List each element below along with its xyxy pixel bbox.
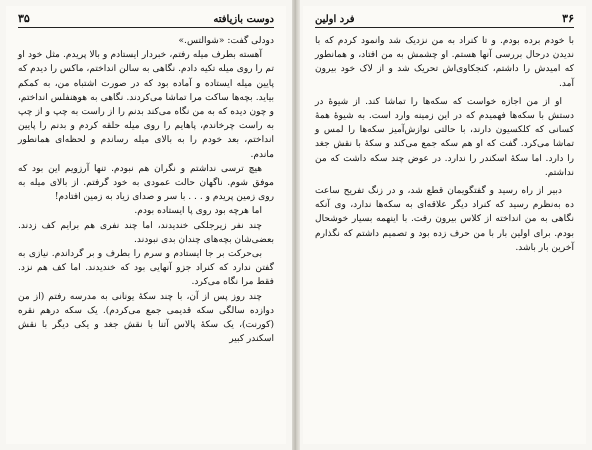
paragraph: اما هرچه بود روی پا ایستاده بودم. — [134, 206, 262, 217]
paragraph: با خودم برده بودم. و تا کنراد به من نزدیک شد وانمود کردم که با ندیدن درحال بررسی آنها هستم. او چشمش به من افتاد، و همانطور که امیدش را داشتم، کنجکاوی‌اش تحریک شد و از لاک خود بیرون آمد. — [315, 36, 574, 89]
right-page-body — [315, 34, 574, 255]
paragraph: چند نفر زیرجلکی خندیدند، اما چند نفری هم برایم کف زدند. بعضی‌شان بچه‌های چندان بدی نبودند. — [18, 220, 274, 245]
right-page-header — [315, 12, 574, 28]
paragraph: دودلی گفت: «شوالتس.» — [178, 36, 274, 46]
paragraph: آهسته بطرف میله رفتم، خبردار ایستادم و بالا پریدم. مثل خود او تم را روی میله تکیه دادم. نگاهی به سالن انداختم، ماکس را دیدم که پایین میله ایستاده و آماده بود که در صورت اشتباه من، به کمکم بیاید. بچه‌ها ساکت مرا تماشا می‌کردند. نگاهی به هوهنفلس انداختم، و چون دیده که به من نگاه می‌کند بدنم را از راست به چپ و از چپ به راست چرخاندم، پاهایم را روی میله حلقه کردم و بدنم را پایین انداختم، بعد خودم را به بالای میله رساندم و لحظه‌ای همانطور ماندم. — [18, 50, 274, 160]
left-page-body — [18, 34, 274, 346]
left-page-number: ۳۵ — [18, 12, 30, 25]
left-page — [6, 6, 286, 444]
paragraph: او از من اجازه خواست که سکه‌ها را تماشا کند. از شیوهٔ در دستش با سکه‌ها فهمیدم که در این زمینه وارد است. به شیوهٔ همهٔ کسانی که کلکسیون دارند، با حالتی نوازش‌آمیز سکه‌ها را لمس و تماشا می‌کرد. گفت که او هم سکه جمع می‌کند و سکهٔ با نقش جغد را دارد. اما سکهٔ اسکندر را ندارد. در عوض چند سکه داشت که من نداشتم. — [315, 96, 574, 178]
paragraph: دبیر از راه رسید و گفتگویمان قطع شد، و در زنگ تفریح ساعت ده به‌نظرم رسید که کنراد دیگر علاقه‌ای به سکه‌ها ندارد، وی آنکه نگاهی به من انداخته از کلاس بیرون رفت. با اینهمه بسیار خوشحال بودم. برای اولین بار با من حرف زده بود و تصمیم داشتم که نگذارم آخرین بار باشد. — [315, 186, 574, 253]
right-running-title: فرد اولین — [315, 14, 355, 25]
paragraph: چند روز پس از آن، با چند سکهٔ یونانی به مدرسه رفتم (از من دوازده سالگی سکه قدیمی جمع می‌کردم). یک سکه درهم نقره (کورنت)، یک سکهٔ پالاس آتنا با نقش جغد و یکی دیگر با نقش اسکندر کبیر — [18, 291, 274, 345]
paragraph: بی‌حرکت بر جا ایستادم و سرم را بطرف و بر گرداندم. نیازی به گفتن ندارد که کنراد جزو آنهایی بود که خندیدند. اما کف هم نزد. فقط مرا نگاه می‌کرد. — [18, 249, 274, 288]
paragraph: هیچ ترسی نداشتم و نگران هم نبودم. تنها آرزویم این بود که موفق شوم. ناگهان حالت عمودی به خود گرفتم. از بالای میله به روی زمین پریدم و . . . با سر و صدای زیاد به زمین افتادم! — [18, 163, 274, 203]
left-page-header — [18, 12, 274, 28]
book-gutter — [292, 0, 300, 450]
right-page — [303, 6, 586, 444]
right-page-number: ۳۶ — [562, 12, 574, 25]
left-running-title: دوست بازیافته — [213, 14, 274, 25]
